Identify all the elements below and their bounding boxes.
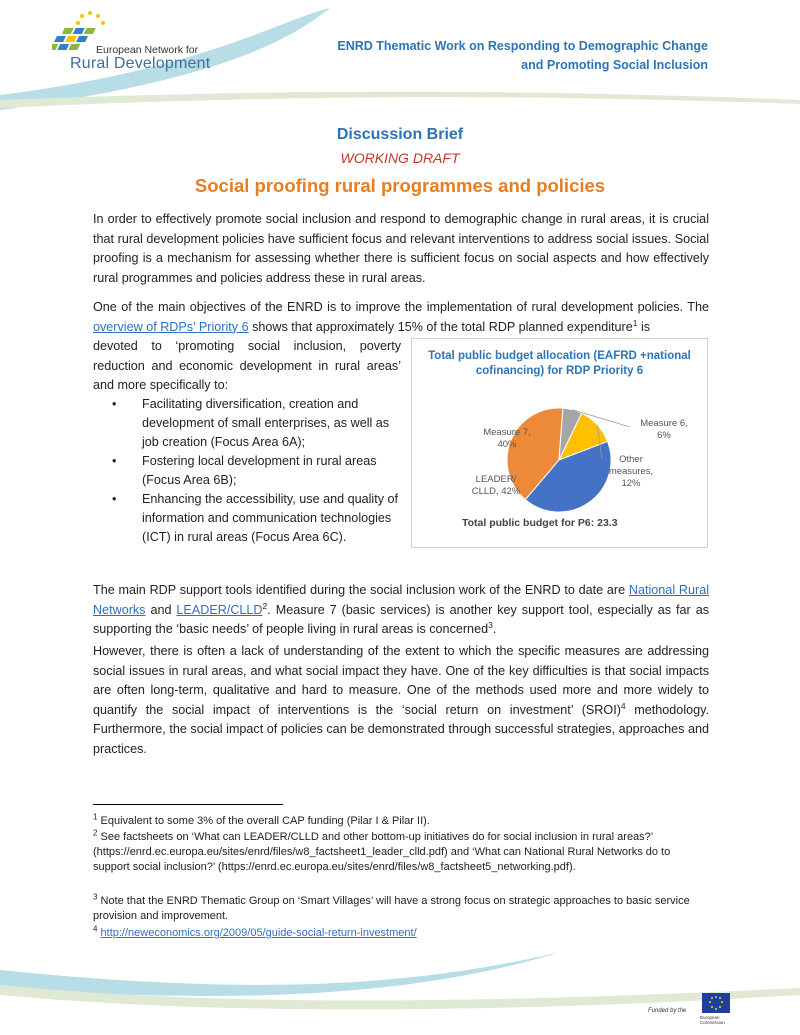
bullet-icon: •	[112, 454, 117, 468]
paragraph-intro: In order to effectively promote social inclusion and respond to demographic change in rural areas, it is crucial that rural development policies have sufficient focus and relevant interventions to address social issues. Social proofing is a mechanism for assessing whether there is sufficient focus on social aspects and how effectively rural programmes and policies address these in rural areas.	[93, 212, 709, 285]
footnote-text: Note that the ENRD Thematic Group on ‘Smart Villages’ will have a strong focus on strategic approaches to basic service provision and improvement.	[93, 895, 690, 922]
bullet-icon: •	[112, 397, 117, 411]
footnote-1	[93, 814, 709, 829]
footnote-ref-2[interactable]: 2	[262, 600, 268, 611]
overview-priority6-link[interactable]: overview of RDPs’ Priority 6	[93, 319, 249, 334]
factsheet5-url[interactable]: https://enrd.ec.europa.eu/sites/enrd/files/w8_factsheet5_networking.pdf	[221, 861, 569, 873]
focus-area-list	[112, 395, 402, 547]
p2-text-a: One of the main objectives of the ENRD is to improve the implementation of rural development policies. The	[93, 300, 709, 314]
p3-text-and: and	[145, 602, 177, 617]
working-draft-label: WORKING DRAFT	[340, 150, 460, 166]
factsheet1-url[interactable]: https://enrd.ec.europa.eu/sites/enrd/files/w8_factsheet1_leader_clld.pdf	[96, 846, 444, 858]
national-rural-networks-link[interactable]: National Rural Networks	[93, 583, 709, 617]
p2-text-c: is	[637, 319, 651, 334]
discussion-brief-heading: Discussion Brief	[336, 126, 464, 143]
header-title	[337, 37, 708, 75]
list-item	[112, 490, 402, 547]
footnote-number: 4	[93, 924, 98, 934]
footnote-ref-3[interactable]: 3	[488, 619, 493, 630]
eu-flag-icon	[702, 993, 730, 1013]
footnote-text: See factsheets on ‘What can LEADER/CLLD and other bottom-up initiatives do for social inclusion in rural areas?’ (	[93, 831, 653, 858]
list-item-text: Enhancing the accessibility, use and quality of information and communication technologies (ICT) in rural areas (Focus Area 6C).	[142, 492, 398, 544]
pie-chart	[412, 339, 707, 547]
footnote-ref-1[interactable]: 1	[632, 317, 638, 328]
sroi-guide-link[interactable]: http://neweconomics.org/2009/05/guide-social-return-investment/	[100, 927, 417, 939]
footnote-2	[93, 830, 709, 875]
pie-label-measure7: Measure 7, 40%	[483, 427, 531, 450]
leader-clld-link[interactable]: LEADER/CLLD	[176, 602, 263, 617]
paragraph-objectives-cont: devoted to ‘promoting social inclusion, poverty reduction and economic development in rural areas’ and more specifically to:	[93, 339, 401, 392]
paragraph-support-tools	[93, 581, 709, 640]
chart-title: Total public budget allocation (EAFRD +national cofinancing) for RDP Priority 6	[428, 350, 691, 377]
footnote-divider	[93, 804, 283, 805]
footnote-number: 3	[93, 892, 98, 902]
paragraph-social-impact	[93, 642, 709, 759]
footnote-text: ).	[568, 861, 576, 873]
pie-label-leader: LEADER/ CLLD, 42%	[471, 474, 521, 497]
footnote-3	[93, 894, 709, 924]
list-item	[112, 452, 402, 490]
p3-text-end: .	[492, 622, 497, 636]
footnote-text: ) and ‘What can National Rural Networks do to support social inclusion?’ (	[93, 846, 671, 873]
bullet-icon: •	[112, 492, 117, 506]
footnote-number: 2	[93, 828, 98, 838]
header-title-line2: and Promoting Social Inclusion	[521, 58, 708, 72]
list-item-text: Facilitating diversification, creation and development of small enterprises, as well as job creation (Focus Area 6A);	[142, 397, 390, 449]
footnote-ref-4[interactable]: 4	[620, 700, 626, 711]
p4-text-a: However, there is often a lack of understanding of the extent to which the specific measures are addressing social issues in rural areas, and what social impact they have. One of the key difficulties is that social impacts are often long-term, qualitative and hard to measure. One of the methods used more and more widely to quantify the social impact of interventions is the ‘social return on investment’ (SROI)	[93, 644, 709, 717]
footnote-4	[93, 926, 709, 941]
footer-swoosh	[0, 940, 800, 1035]
page-title: Social proofing rural programmes and policies	[194, 175, 606, 196]
footnote-number: 1	[93, 812, 98, 822]
p3-text-a: The main RDP support tools identified during the social inclusion work of the ENRD to date are	[93, 583, 629, 597]
eu-commission-caption: European Commission	[700, 1015, 725, 1025]
chart-footer: Total public budget for P6: 23.3	[462, 517, 618, 529]
p3-text-b: . Measure 7 (basic services) is another key support tool, especially as far as supporting the ‘basic needs’ of people living in rural areas is concerned	[93, 602, 709, 636]
logo-line1: European Network for	[96, 44, 199, 56]
logo-line2: Rural Development	[70, 55, 211, 72]
list-item	[112, 395, 402, 452]
footnote-text: Equivalent to some 3% of the overall CAP funding (Pilar I & Pilar II).	[97, 815, 430, 827]
pie-label-measure6: Measure 6, 6%	[640, 418, 688, 441]
p4-text-b: methodology. Furthermore, the social impact of policies can be demonstrated through successful strategies, approaches and practices.	[93, 702, 709, 756]
funded-by-label: Funded by the	[648, 1008, 687, 1014]
pie-chart-box	[411, 338, 708, 548]
paragraph-objectives	[93, 298, 709, 337]
header-title-line1: ENRD Thematic Work on Responding to Demographic Change	[337, 39, 708, 53]
pie-label-other: Other measures, 12%	[608, 454, 654, 489]
p2-text-b: shows that approximately 15% of the total RDP planned expenditure	[248, 319, 633, 334]
list-item-text: Fostering local development in rural areas (Focus Area 6B);	[142, 454, 377, 487]
